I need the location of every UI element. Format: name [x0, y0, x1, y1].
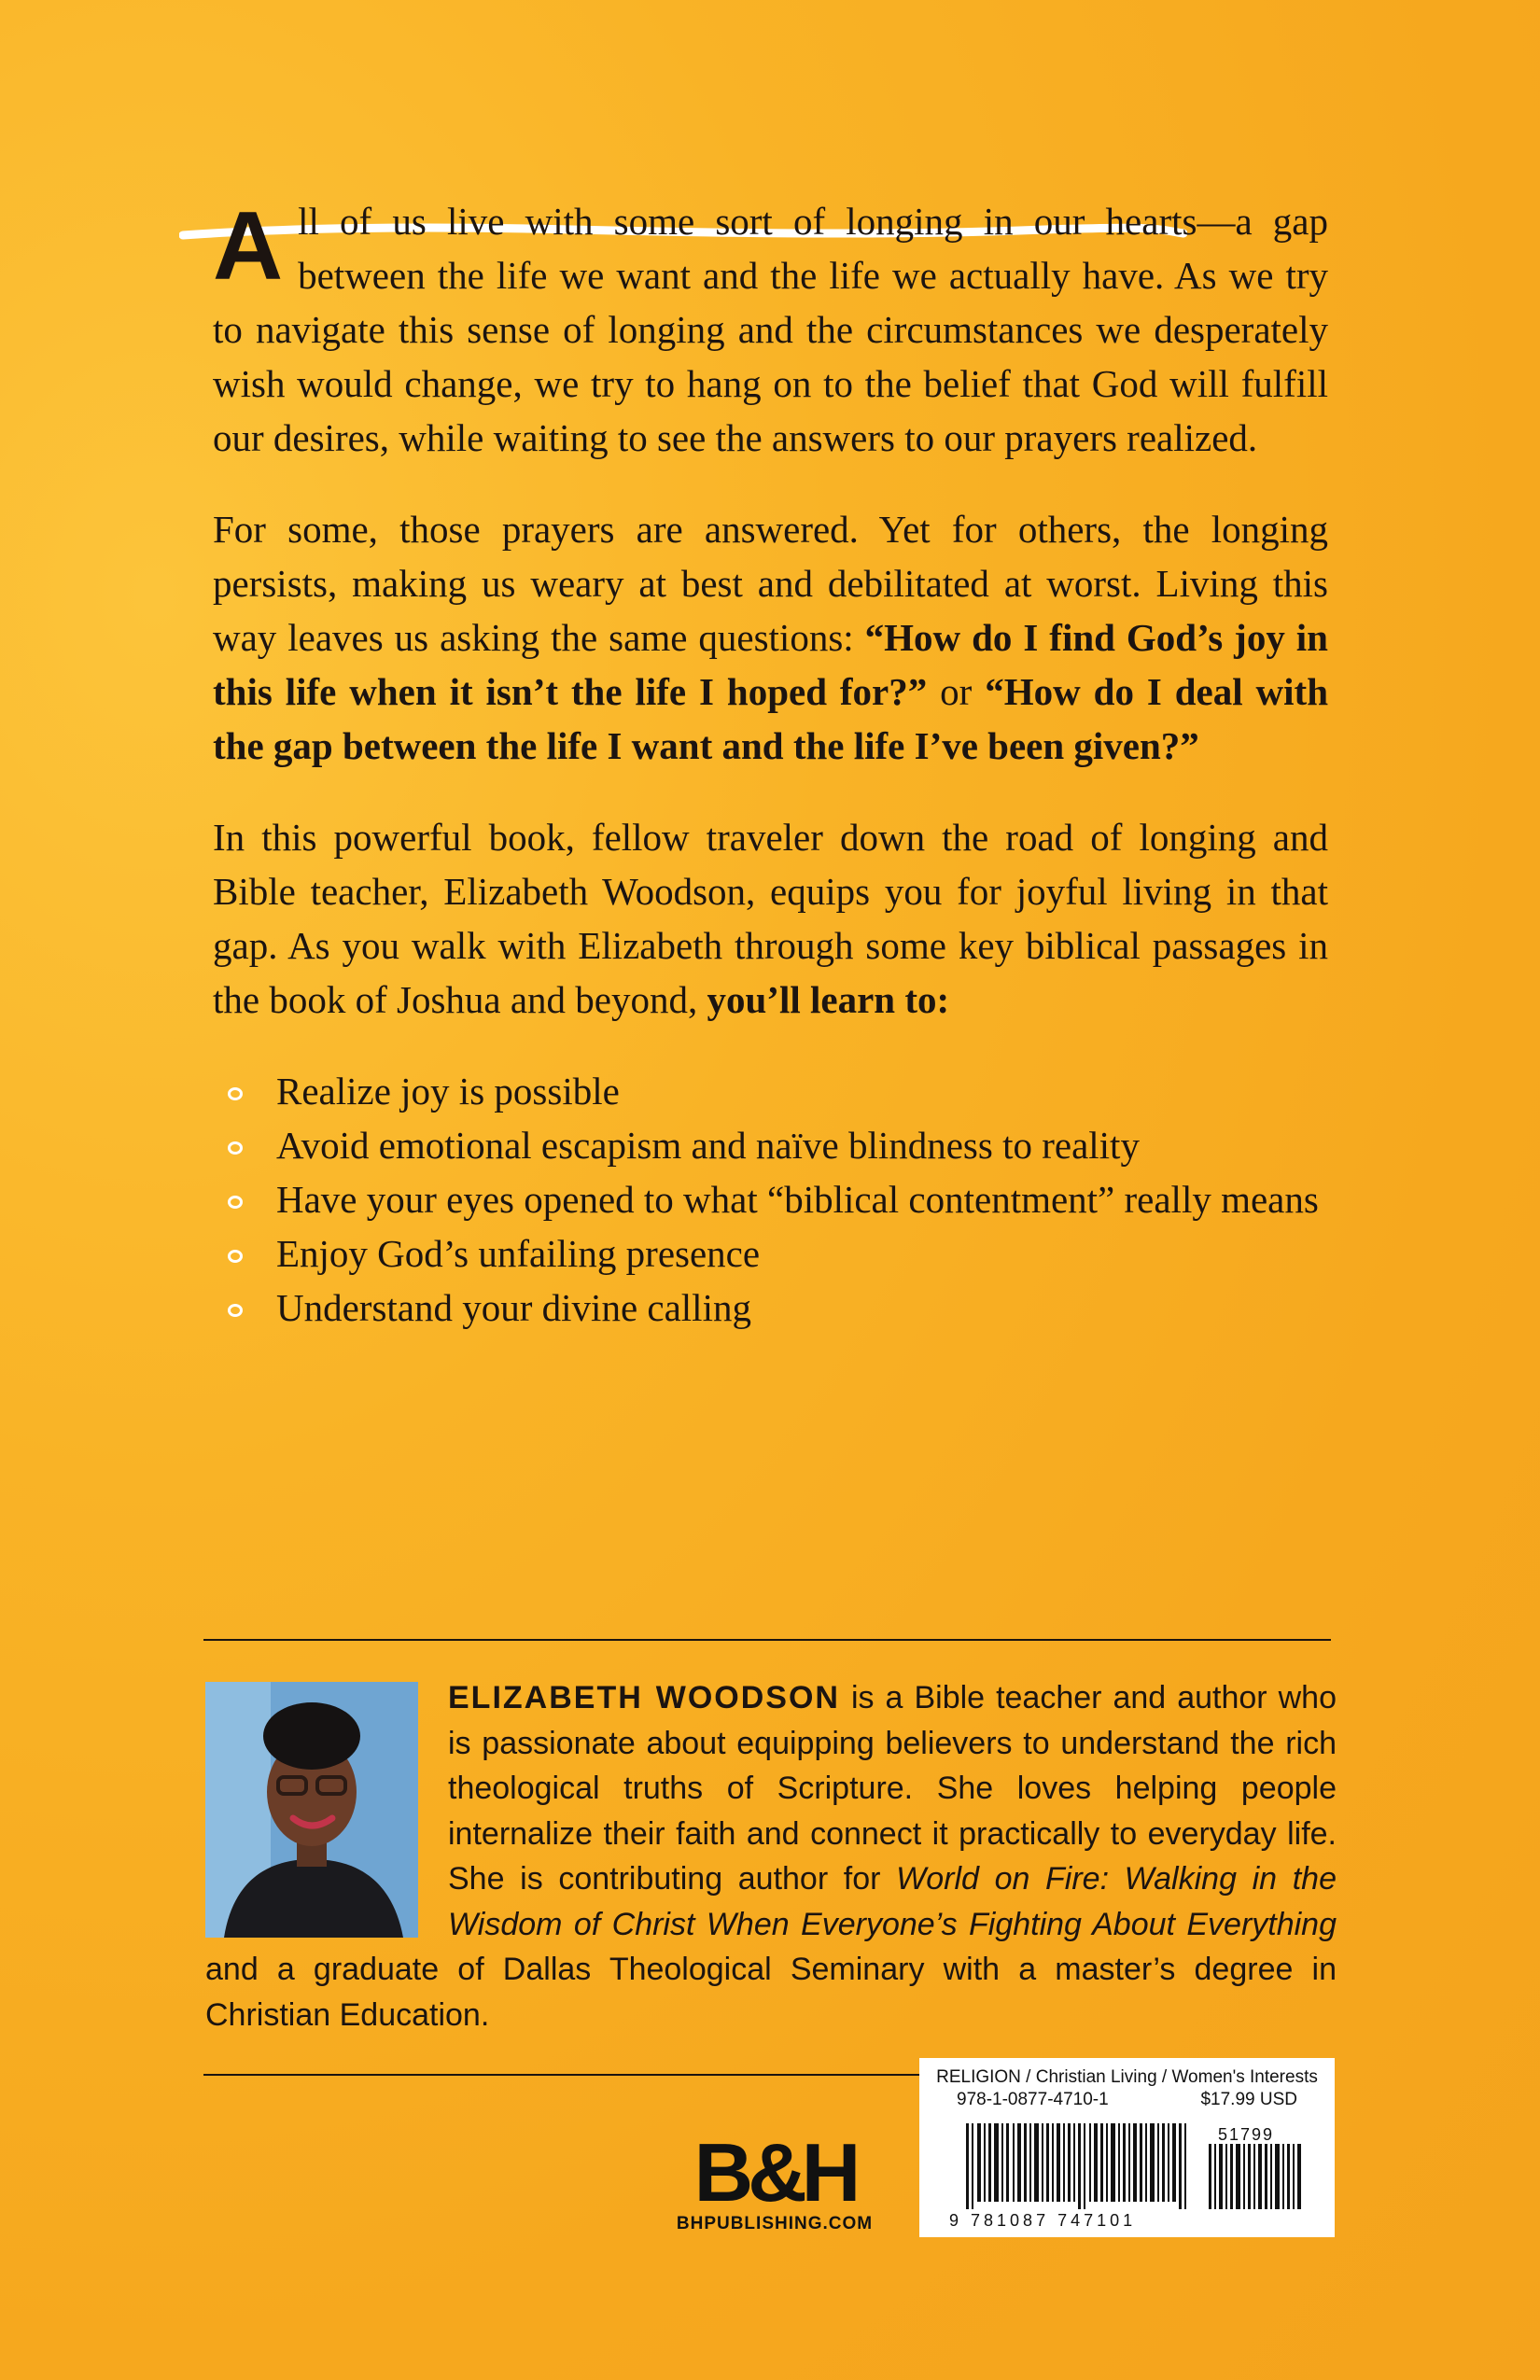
author-bio [205, 1675, 1337, 2037]
intro-paragraph [213, 194, 1328, 465]
learning-list [213, 1064, 1328, 1335]
drop-cap: A [213, 192, 284, 301]
divider-bottom [203, 2074, 920, 2076]
bisac-category: RELIGION / Christian Living / Women's Interests [936, 2067, 1318, 2087]
publisher-logo [663, 2126, 887, 2234]
question-two: “How do I deal with the gap between the life I want and the life I’ve been given?” [213, 670, 1329, 767]
list-item: Have your eyes opened to what “biblical contentment” really means [276, 1172, 1328, 1226]
intro-text: ll of us live with some sort of longing in our hearts—a gap between the life we want and the life we actually have. As we try to navigate this sense of longing and the circumstances we desperately wish would change, we try to hang on to the belief that God will fulfill our desires, while waiting to see the answers to our prayers realized. [213, 200, 1328, 459]
learning-text: In this powerful book, fellow traveler down the road of longing and Bible teacher, Elizabeth Woodson, equips you for joyful living in that gap. As you walk with Elizabeth through some key biblical passages in the book of Joshua and beyond, [213, 816, 1328, 1021]
barcode-panel [919, 2058, 1335, 2237]
circle-bullet-icon [228, 1250, 243, 1263]
barcode-digits: 9 781087 747101 [949, 2211, 1137, 2230]
circle-bullet-icon [228, 1087, 243, 1100]
bh-logo-mark: B&H [693, 2126, 856, 2219]
price: $17.99 USD [1200, 2090, 1297, 2109]
question-one: “How do I find God’s joy in this life when it isn’t the life I hoped for?” [213, 616, 1328, 713]
divider-top [203, 1639, 1331, 1641]
bio-text-2: and a graduate of Dallas Theological Seminary with a master’s degree in Christian Education. [205, 1952, 1337, 2033]
circle-bullet-icon [228, 1304, 243, 1317]
isbn: 978-1-0877-4710-1 [957, 2090, 1109, 2109]
book-title: World on Fire: Walking in the Wisdom of Christ When Everyone’s Fighting About Everything [448, 1861, 1337, 1942]
question-connector: or [927, 670, 986, 713]
list-item: Enjoy God’s unfailing presence [276, 1226, 1328, 1281]
description-copy [213, 194, 1328, 1335]
list-item: Understand your divine calling [276, 1281, 1328, 1335]
circle-bullet-icon [228, 1141, 243, 1155]
circle-bullet-icon [228, 1196, 243, 1209]
learning-lead: you’ll learn to: [707, 978, 950, 1021]
publisher-url: BHPUBLISHING.COM [676, 2214, 874, 2233]
bio-text-1: is a Bible teacher and author who is passionate about equipping believers to understand the rich theological truths of Scripture. She loves helping people internalize their faith and connect it practically to everyday life. She is contributing author for [448, 1680, 1337, 1897]
list-item: Avoid emotional escapism and naïve blindness to reality [276, 1118, 1328, 1172]
price-addon-digits: 51799 [1218, 2125, 1275, 2144]
learning-paragraph [213, 810, 1328, 1027]
author-name: ELIZABETH WOODSON [448, 1680, 840, 1715]
list-item: Realize joy is possible [276, 1064, 1328, 1118]
questions-paragraph [213, 502, 1328, 773]
questions-lead: For some, those prayers are answered. Yet for others, the longing persists, making us weary at best and debilitated at worst. Living this way leaves us asking the same questions: [213, 508, 1328, 659]
